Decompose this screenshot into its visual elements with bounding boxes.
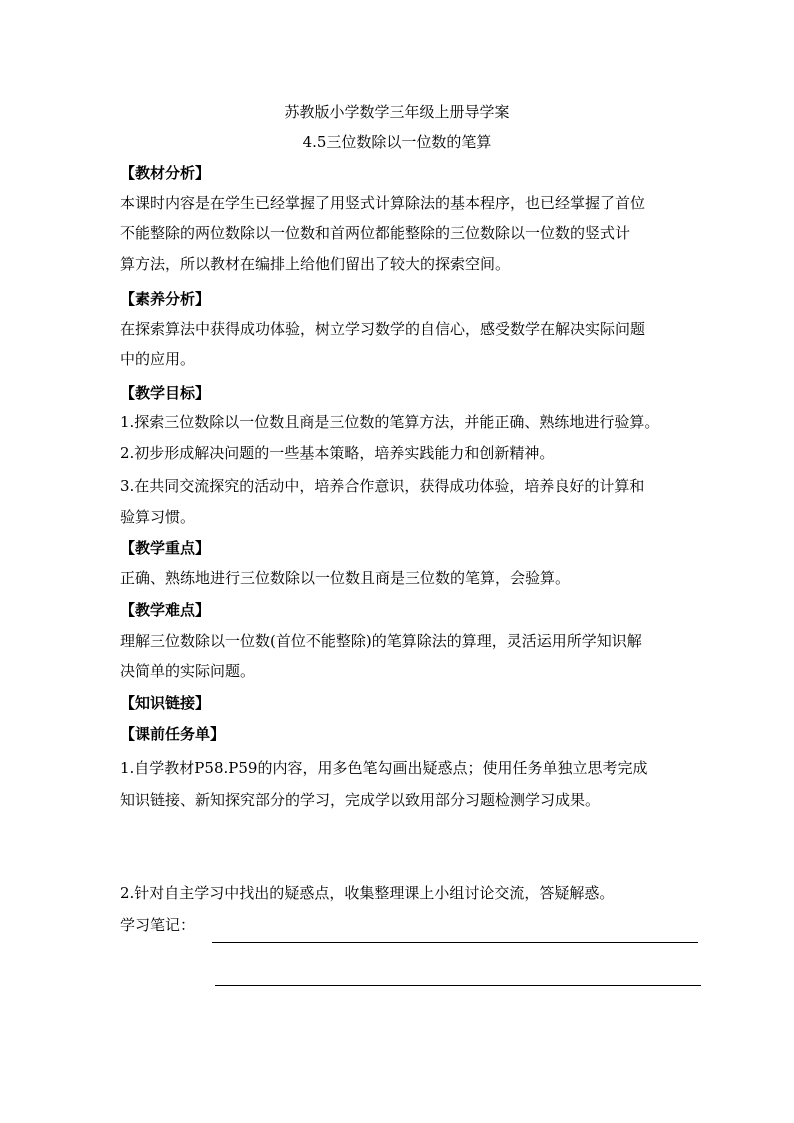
tasks-line-1: 1.自学教材P58.P59的内容，用多色笔勾画出疑惑点；使用任务单独立思考完成: [120, 759, 648, 777]
document-subtitle: 4.5三位数除以一位数的笔算: [302, 133, 492, 151]
section-heading-goals: 【教学目标】: [120, 384, 211, 402]
analysis-line-3: 算方法，所以教材在编排上给他们留出了较大的探索空间。: [120, 255, 511, 273]
analysis-line-2: 不能整除的两位数除以一位数和首两位都能整除的三位数除以一位数的竖式计: [120, 224, 631, 242]
literacy-line-1: 在探索算法中获得成功体验，树立学习数学的自信心，感受数学在解决实际问题: [120, 320, 646, 338]
goals-line-3: 3.在共同交流探究的活动中，培养合作意识，获得成功体验，培养良好的计算和: [120, 477, 645, 495]
section-heading-analysis: 【教材分析】: [120, 164, 211, 182]
difficulties-line-2: 决简单的实际问题。: [120, 662, 256, 680]
section-heading-difficulties: 【教学难点】: [120, 601, 211, 619]
study-notes-label: 学习笔记：: [120, 916, 196, 934]
section-heading-key-points: 【教学重点】: [120, 539, 211, 557]
literacy-line-2: 中的应用。: [120, 350, 196, 368]
notes-line-2: [215, 985, 701, 986]
document-title: 苏教版小学数学三年级上册导学案: [284, 103, 510, 121]
section-heading-literacy: 【素养分析】: [120, 290, 211, 308]
goals-line-4: 验算习惯。: [120, 508, 196, 526]
section-heading-tasks: 【课前任务单】: [120, 725, 226, 743]
notes-line-1: [212, 942, 698, 943]
tasks-line-3: 2.针对自主学习中找出的疑惑点，收集整理课上小组讨论交流，答疑解惑。: [120, 884, 615, 902]
tasks-line-2: 知识链接、新知探究部分的学习，完成学以致用部分习题检测学习成果。: [120, 791, 601, 809]
difficulties-line-1: 理解三位数除以一位数(首位不能整除)的笔算除法的算理，灵活运用所学知识解: [120, 632, 642, 650]
goals-line-1: 1.探索三位数除以一位数且商是三位数的笔算方法，并能正确、熟练地进行验算。: [120, 413, 660, 431]
section-heading-links: 【知识链接】: [120, 694, 211, 712]
key-points-line-1: 正确、熟练地进行三位数除以一位数且商是三位数的笔算，会验算。: [120, 569, 571, 587]
analysis-line-1: 本课时内容是在学生已经掌握了用竖式计算除法的基本程序，也已经掌握了首位: [120, 194, 646, 212]
goals-line-2: 2.初步形成解决问题的一些基本策略，培养实践能力和创新精神。: [120, 444, 555, 462]
